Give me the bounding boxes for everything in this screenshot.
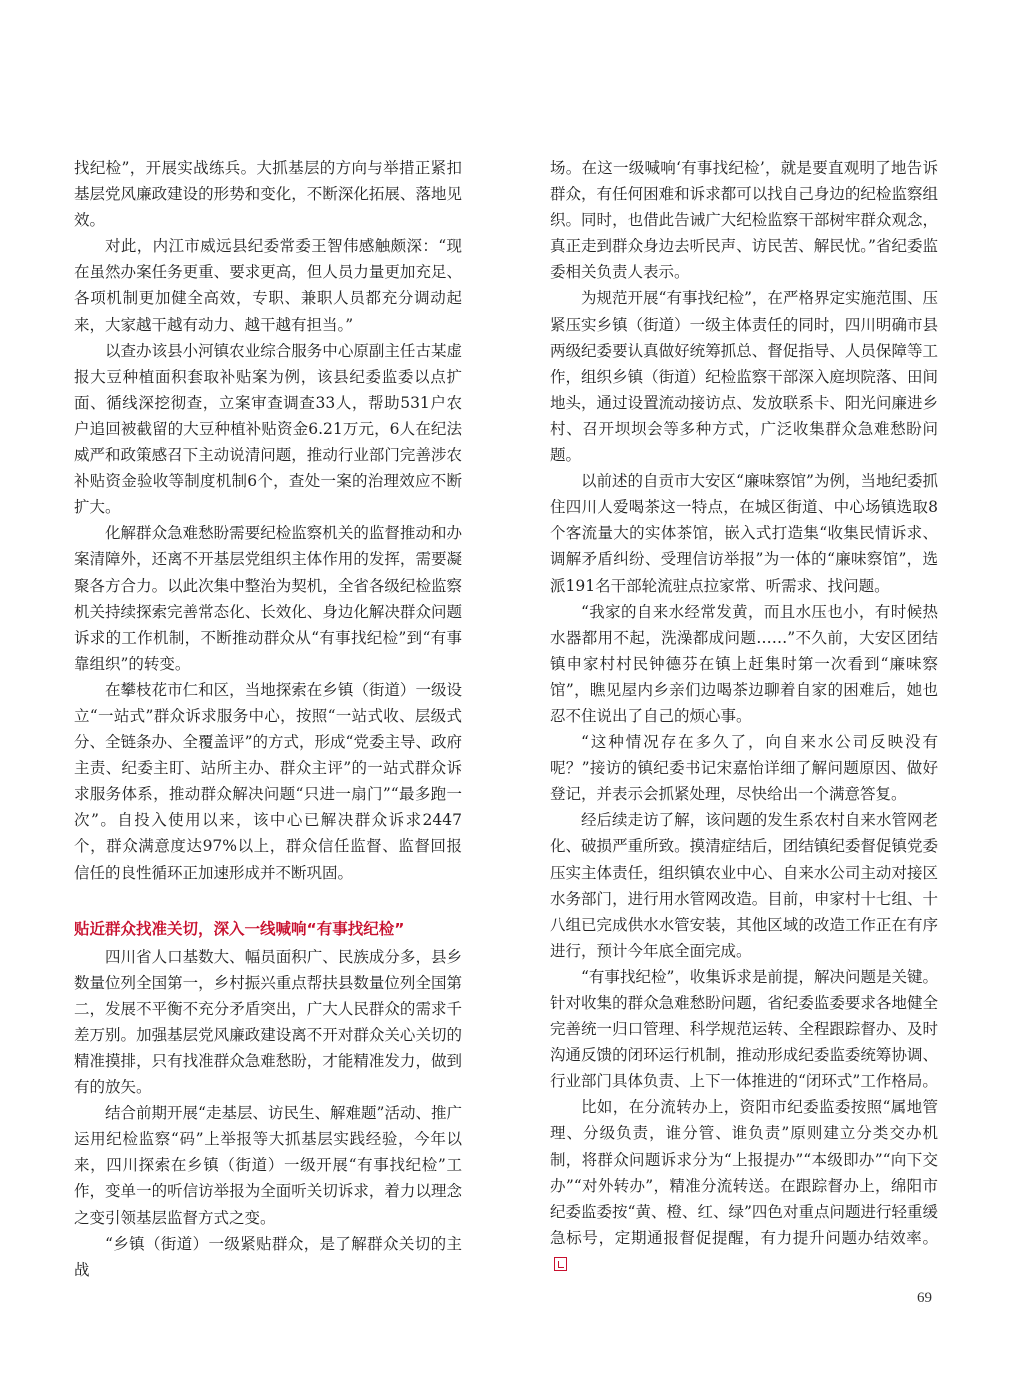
paragraph: 以前述的自贡市大安区“廉味察馆”为例，当地纪委抓住四川人爱喝茶这一特点，在城区街道、中心场镇选取8个客流量大的实体茶馆，嵌入式打造集“收集民情诉求、调解矛盾纠纷、受理信访举报”为一体的“廉味察馆”，选派191名干部轮流驻点拉家常、听需求、找问题。: [550, 472, 938, 595]
paragraph: 结合前期开展“走基层、访民生、解难题”活动、推广运用纪检监察“码”上举报等大抓基层实践经验，今年以来，四川探索在乡镇（街道）一级开展“有事找纪检”工作，变单一的听信访举报为全面听关切诉求，着力以理念之变引领基层监督方式之变。: [74, 1104, 462, 1227]
paragraph-text: 比如，在分流转办上，资阳市纪委监委按照“属地管理、分级负责，谁分管、谁负责”原则建立分类交办机制，将群众问题诉求分为“上报提办”“本级即办”“向下交办”“对外转办”，精准分流转送。在跟踪督办上，绵阳市纪委监委按“黄、橙、红、绿”四色对重点问题进行轻重缓急标号，定期通报督促提醒，有力提升问题办结效率。: [550, 1098, 938, 1247]
paragraph: 对此，内江市威远县纪委常委王智伟感触颇深：“现在虽然办案任务更重、要求更高，但人员力量更加充足、各项机制更加健全高效，专职、兼职人员都充分调动起来，大家越干越有动力、越干越有担当。”: [74, 237, 462, 334]
paragraph-last: [550, 1094, 938, 1277]
paragraph: 场。在这一级喊响‘有事找纪检’，就是要直观明了地告诉群众，有任何困难和诉求都可以找自己身边的纪检监察组织。同时，也借此告诫广大纪检监察干部树牢群众观念，真正走到群众身边去听民声、访民苦、解民忧。”省纪委监委相关负责人表示。: [550, 159, 938, 282]
paragraph: “乡镇（街道）一级紧贴群众，是了解群众关切的主战: [74, 1234, 462, 1279]
paragraph: 为规范开展“有事找纪检”，在严格界定实施范围、压紧压实乡镇（街道）一级主体责任的同时，四川明确市县两级纪委要认真做好统筹抓总、督促指导、人员保障等工作，组织乡镇（街道）纪检监察干部深入庭坝院落、田间地头，通过设置流动接访点、发放联系卡、阳光问廉进乡村、召开坝坝会等多种方式，广泛收集群众急难愁盼问题。: [550, 289, 938, 465]
paragraph: “我家的自来水经常发黄，而且水压也小，有时候热水器都用不起，洗澡都成问题……”不久前，大安区团结镇申家村村民钟德芬在镇上赶集时第一次看到“廉味察馆”，瞧见屋内乡亲们边喝茶边聊着自家的困难后，她也忍不住说出了自己的烦心事。: [550, 602, 938, 725]
page-number: 69: [917, 1290, 932, 1306]
paragraph: “这种情况存在多久了，向自来水公司反映没有呢？”接访的镇纪委书记宋嘉怡详细了解问题原因、做好登记，并表示会抓紧处理，尽快给出一个满意答复。: [550, 733, 938, 804]
left-column: [74, 155, 462, 1283]
paragraph: 化解群众急难愁盼需要纪检监察机关的监督推动和办案清障外，还离不开基层党组织主体作用的发挥，需要凝聚各方合力。以此次集中整治为契机，全省各级纪检监察机关持续探索完善常态化、长效化、身边化解决群众问题诉求的工作机制，不断推动群众从“有事找纪检”到“有事靠组织”的转变。: [74, 524, 462, 673]
paragraph: 四川省人口基数大、幅员面积广、民族成分多，县乡数量位列全国第一，乡村振兴重点帮扶县数量位列全国第二，发展不平衡不充分矛盾突出，广大人民群众的需求千差万别。加强基层党风廉政建设离不开对群众关心关切的精准摸排，只有找准群众急难愁盼，才能精准发力，做到有的放矢。: [74, 947, 462, 1097]
paragraph: 以查办该县小河镇农业综合服务中心原副主任古某虚报大豆种植面积套取补贴案为例，该县纪委监委以点扩面、循线深挖彻查，立案审查调查33人，帮助531户农户追回被截留的大豆种植补贴资金6.21万元，6人在纪法威严和政策感召下主动说清问题，推动行业部门完善涉农补贴资金验收等制度机制6个，查处一案的治理效应不断扩大。: [74, 341, 462, 517]
paragraph: 找纪检”，开展实战练兵。大抓基层的方向与举措正紧扣基层党风廉政建设的形势和变化，不断深化拓展、落地见效。: [74, 159, 462, 230]
paragraph: 经后续走访了解，该问题的发生系农村自来水管网老化、破损严重所致。摸清症结后，团结镇纪委督促镇党委压实主体责任，组织镇农业中心、自来水公司主动对接区水务部门，进行用水管网改造。目前，申家村十七组、十八组已完成供水水管安装，其他区域的改造工作正在有序进行，预计今年底全面完成。: [550, 811, 938, 960]
paragraph: “有事找纪检”，收集诉求是前提，解决问题是关键。针对收集的群众急难愁盼问题，省纪委监委要求各地健全完善统一归口管理、科学规范运转、全程跟踪督办、及时沟通反馈的闭环运行机制，推动形成纪委监委统筹协调、行业部门具体负责、上下一体推进的“闭环式”工作格局。: [550, 967, 938, 1091]
article-end-mark-icon: [554, 1257, 567, 1271]
paragraph: 在攀枝花市仁和区，当地探索在乡镇（街道）一级设立“一站式”群众诉求服务中心，按照“一站式收、层级式分、全链条办、全覆盖评”的方式，形成“党委主导、政府主责、纪委主盯、站所主办、群众主评”的一站式群众诉求服务体系，推动群众解决问题“只进一扇门”“最多跑一次”。自投入使用以来，该中心已解决群众诉求2447个，群众满意度达97%以上，群众信任监督、监督回报信任的良性循环正加速形成并不断巩固。: [74, 680, 462, 882]
section-heading: 贴近群众找准关切，深入一线喊响“有事找纪检”: [74, 919, 405, 938]
right-column: [550, 155, 938, 1277]
